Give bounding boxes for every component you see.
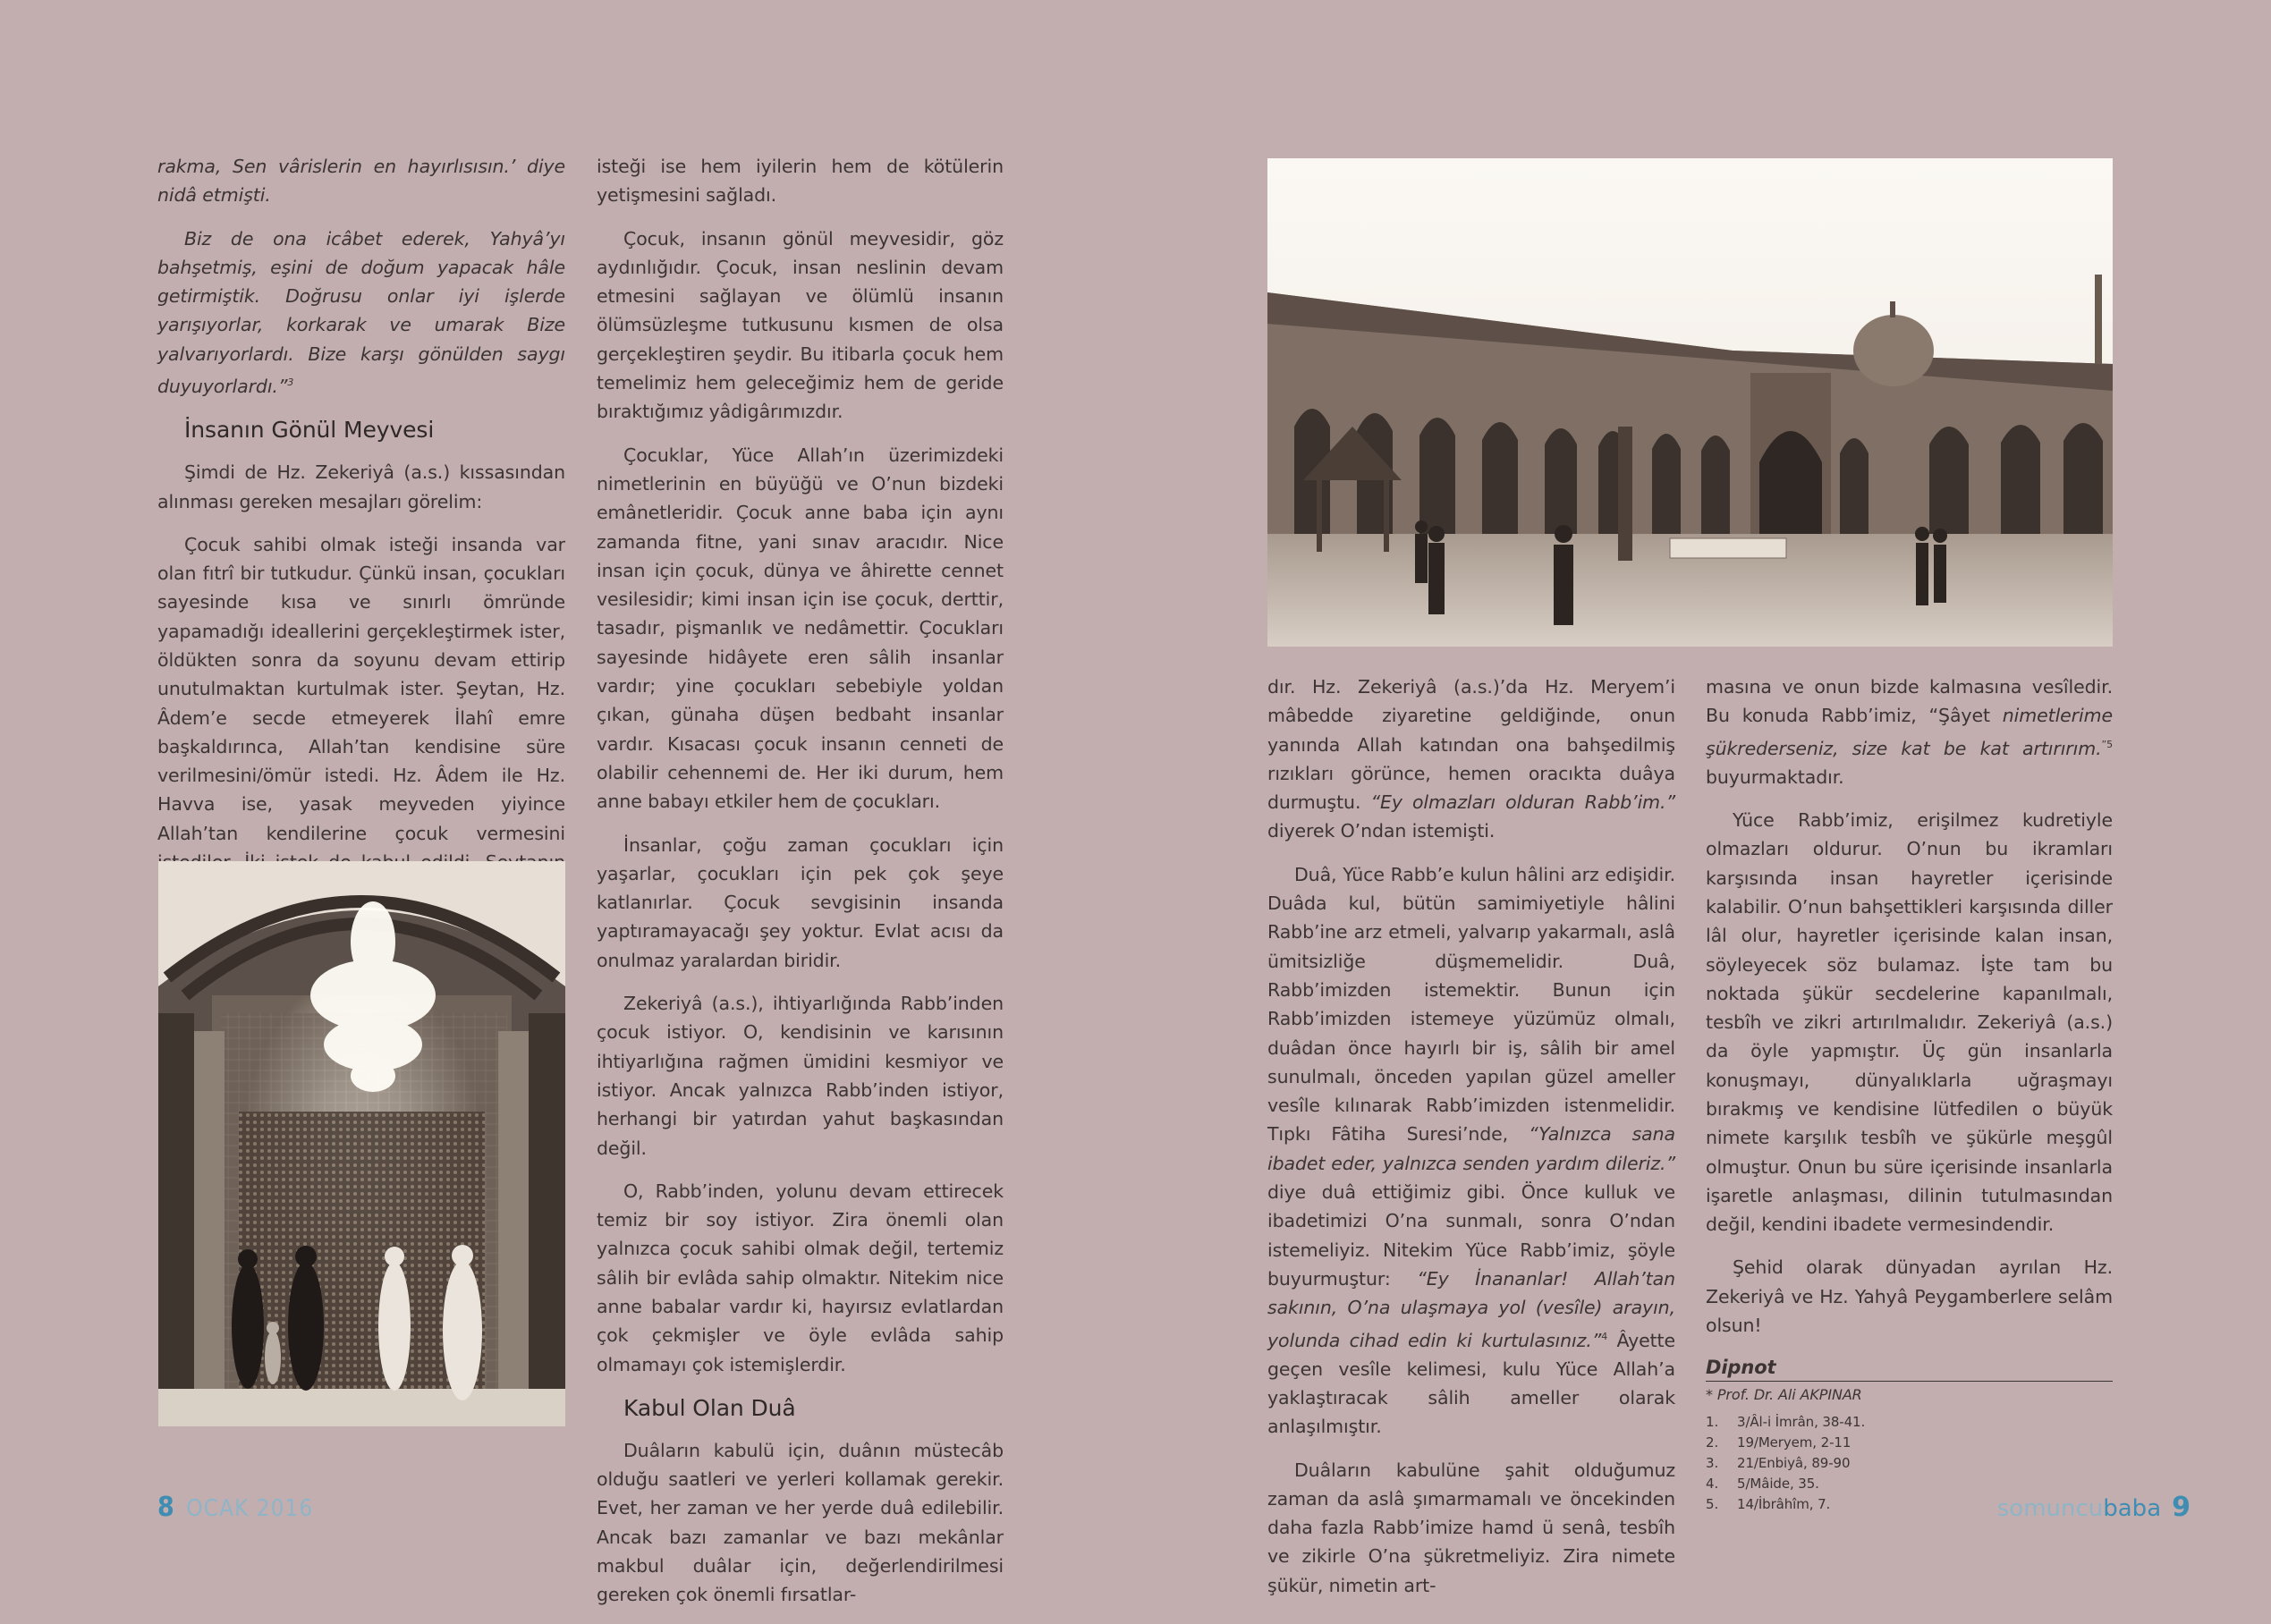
footnote-ref: ”5 <box>2101 738 2113 750</box>
section-heading: Kabul Olan Duâ <box>623 1394 796 1421</box>
paragraph: Çocuk sahibi olmak isteği insanda var olan fıtrî bir tutkudur. Çünkü insan, çocukları sayesinde kısa ve sınırlı ömründe yapamadığı ideallerini gerçekleştirmek ister, öldükten sonra da soyunu devam ettirip unutulmaktan kurtulmak ister. Şeytan, Hz. Âdem’e secde etmeyerek İlahî emre başkaldırınca, Allah’tan kendisine süre verilmesini/ömür istedi. Hz. Âdem ile Hz. Havva ise, yasak meyveden yiyince Allah’tan kendilerine çocuk vermesini <box>157 533 565 844</box>
page-number: 8 <box>157 1492 174 1523</box>
text-column-2 <box>597 152 1004 1624</box>
footnote-ref: 4 <box>1601 1330 1608 1342</box>
paragraph: Şehid olarak dünyadan ayrılan Hz. Zekeriyâ ve Hz. Yahyâ Peygamberlere selâm olsun! <box>1706 1256 2113 1337</box>
paragraph: masına ve onun bizde kalmasına vesîledir. Bu konuda Rabb’imiz, “Şâyet nimetlerime şükrederseniz, size kat be kat artırırım.$^{”5}$ buyurmaktadır. <box>1706 676 2113 788</box>
paragraph: Yüce Rabb’imiz, erişilmez kudretiyle olmazları oldurur. O’nun bu ikramları karşısında insan hayretler içerisinde kalabilir. O’nun bahşettikleri karşısında diller lâl olur, hayretler içerisinde kalan insan, söyleyecek söz bulamaz. İşte tam bu noktada şükür secdelerine kapanılmalı, tesbîh ve zikri artırılmalıdır. Zekeriyâ (a.s.) da öyle yapmıştır. Üç gün insanlarla konuşmayı, dünyalıklarla uğraşmayı bırakmış ve kendisine lütfedilen o büyük nimete karşılık tesbîh ve şükürle meşgûl olmuştur. Onun bu süre içerisinde insanlarla işaretle anlaşması, dilinin tutulmasından değil, kendini ibadete vermesindendir. <box>1706 809 2113 1236</box>
page-number: 9 <box>2172 1492 2190 1523</box>
author-note: * Prof. Dr. Ali AKPINAR <box>1706 1381 2113 1407</box>
paragraph: Zekeriyâ (a.s.), ihtiyarlığında Rabb’inden çocuk istiyor. O, kendisinin ve karısının ihtiyarlığına rağmen ümidini kesmiyor ve istiyor. Ancak yalnızca Rabb’inden istiyor, herhangi bir yatırdan yahut başkasından değil. <box>597 993 1004 1159</box>
paragraph: Biz de ona icâbet ederek, Yahyâ’yı bahşetmiş, eşini de doğum yapacak hâle getirmiştik. Doğrusu onlar iyi işlerde yarışıyorlar, korkarak ve umarak Bize yalvarıyorlardı. Bize karşı gönülden saygı duyuyorlardı.”$^3$ <box>157 227 565 397</box>
footnote-item: 5. 14/İbrâhîm, 7. <box>1706 1496 1831 1513</box>
right-page-footer <box>1997 1492 2190 1523</box>
paragraph: Çocuklar, Yüce Allah’ın üzerimizdeki nimetlerinin en büyüğü ve O’nun bizdeki emânetleridir. Çocuk anne baba için aynı zamanda fitne, yani sınav aracıdır. Nice insan için çocuk, dünya ve âhirette cennet vesilesidir; kimi insan için ise çocuk, derttir, tasadır, pişmanlık ve nedâmettir. Çocukları sayesinde hidâyete eren sâlih insanlar vardır; yine çocukları sebebiyle yoldan çıkan, günaha düşen bedbaht insanlar vardır. Kısacası çocuk insanın cenneti de olabilir cehennemi de. Her iki durum, hem anne babayı etkiler hem de çocukları. <box>597 444 1004 813</box>
paragraph: O, Rabb’inden, yolunu devam ettirecek temiz bir soy istiyor. Zira önemli olan yalnızca çocuk sahibi olmak değil, tertemiz sâlih bir evlâda sahip olmaktır. Nitekim nice anne babalar vardır ki, hayırsız evlatlardan çok çekmişler ve öyle evlâda sahip olmamayı çok istemişlerdir. <box>597 1180 1004 1375</box>
footnote-item: 2. 19/Meryem, 2-11 <box>1706 1434 1852 1451</box>
paragraph: rakma, Sen vârislerin en hayırlısısın.’ diye nidâ etmişti. <box>157 156 565 207</box>
paragraph: İnsanlar, çoğu zaman çocukları için yaşarlar, çocukları için pek çok şeye katlanırlar. Çocuk sevgisinin insanda yaptıramayacağı şey yoktur. Evlat acısı da onulmaz yaralardan biridir. <box>597 833 1004 971</box>
magazine-logo-accent: baba <box>2103 1495 2162 1522</box>
paragraph: Çocuk, insanın gönül meyvesidir, göz aydınlığıdır. Çocuk, insan neslinin devam etmesini sağlayan ve ölümlü insanın ölümsüzleşme tutkusunu kısmen de olsa gerçekleştiren şeydir. Bu itibarla çocuk hem temelimiz hem geleceğimiz hem de geride bıraktığımız yâdigârımızdır. <box>597 227 1004 423</box>
paragraph: Duâların kabulüne şahit olduğumuz zaman da aslâ şımarmamalı ve öncekinden daha fazla Rabb’imize hamd ü senâ, tesbîh ve zikirle O’na şükretmeliyiz. Zira nimete şükür, nimetin art- <box>1267 1459 1675 1596</box>
magazine-logo: somuncu <box>1996 1495 2104 1522</box>
footnote-item: 3. 21/Enbiyâ, 89-90 <box>1706 1455 1851 1472</box>
issue-date: OCAK 2016 <box>186 1495 314 1522</box>
paragraph: Şimdi de Hz. Zekeriyâ (a.s.) kıssasından alınması gereken mesajları görelim: <box>157 461 565 512</box>
paragraph: Duâ, Yüce Rabb’e kulun hâlini arz edişidir. Duâda kul, bütün samimiyetiyle hâlini Rabb’ine arz etmeli, yalvarıp yakarmalı, aslâ ümitsizliğe düşmemelidir. Duâ, Rabb’imizden istemektir. Bunun için Rabb’imizden istemeye yüzümüz olmalı, duâdan önce hayırlı bir iş, sâlih bir amel sunulmalı, önceden yapılan güzel ameller vesîle kılınarak Rabb’imizden istenmelidir. Tıpkı Fâtiha Suresi’nde, “Yalnızca sana ibadet eder, yalnızca senden yardım dileriz.” diye duâ ettiğimiz gibi. Önce kulluk ve ibadetimizi O’na sunmalı, sonra O’ndan istemeliyiz. Nitekim Yüce Rabb’imiz, şöyle buyurmuştur: “Ey İnananlar! Allah’tan sakının, O’na ulaşmaya yol (vesîle) arayın, yolunda cihad edin ki kurtulasınız.”$^4$ Âyette geçen vesîle kelimesi, kulu Yüce Allah’a yaklaştıracak sâlih ameller olarak anlaşılmıştır. <box>1267 863 1675 1438</box>
section-heading: İnsanın Gönül Meyvesi <box>184 417 435 444</box>
text-column-3 <box>1267 672 1675 1614</box>
text-column-4 <box>1706 672 2113 1515</box>
text-column-1 <box>157 152 565 949</box>
footnote-item: 4. 5/Mâide, 35. <box>1706 1476 1819 1493</box>
mosque-interior-photo <box>158 861 565 1426</box>
footnote-ref: 3 <box>287 376 294 389</box>
paragraph: Duâların kabulü için, duânın müstecâb olduğu saatleri ve yerleri kollamak gerekir. Evet, her zaman ve her yerde duâ edilebilir. Ancak bazı zamanlar ve bazı mekânlar makbul duâlar için, değerlendirilmesi gereken çok önemli fırsatlar- <box>597 1439 1004 1606</box>
paragraph: isteği ise hem iyilerin hem de kötülerin yetişmesini sağladı. <box>597 156 1004 207</box>
paragraph: dır. Hz. Zekeriyâ (a.s.)’da Hz. Meryem’i mâbedde ziyaretine geldiğinde, onun yanında Allah katından ona bahşedilmiş rızıkları görünce, hemen oracıkta duâya durmuştu. “Ey olmazları olduran Rabb’im.” diyerek O’ndan istemişti. <box>1267 676 1675 842</box>
footnotes-title: Dipnot <box>1706 1357 1776 1379</box>
mosque-courtyard-photo <box>1267 158 2113 647</box>
footnote-item: 1. 3/Âl-i İmrân, 38-41. <box>1706 1414 1866 1431</box>
left-page-footer <box>157 1492 313 1523</box>
